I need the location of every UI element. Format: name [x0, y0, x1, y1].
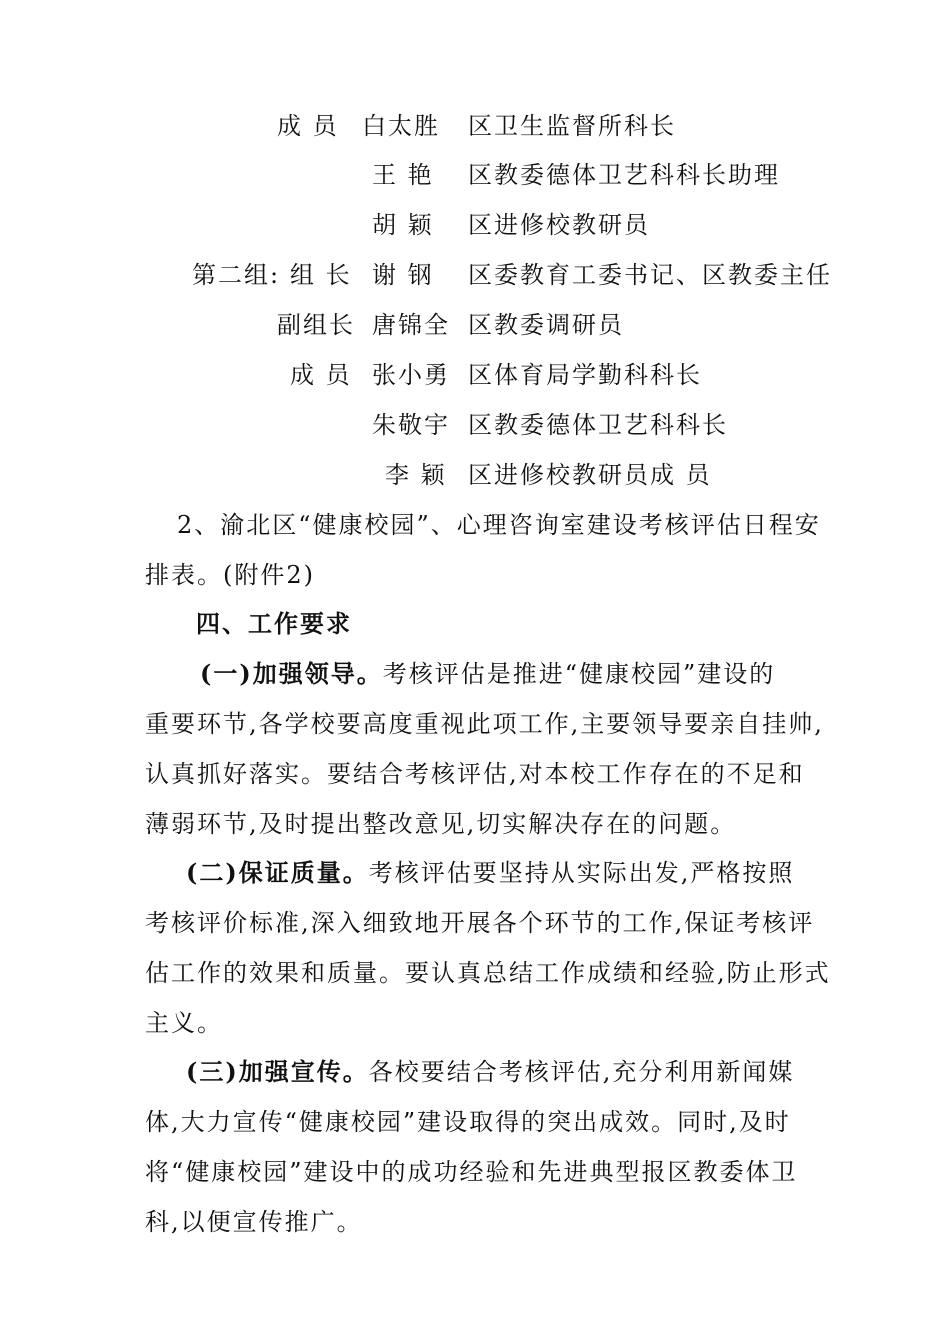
roster-role: 成 员 [277, 112, 339, 140]
roster-title: 区进修校教研员 [468, 211, 650, 239]
paragraph-line: 科,以便宣传推广。 [145, 1208, 363, 1236]
paragraph-line: 考核评价标准,深入细致地开展各个环节的工作,保证考核评 [145, 909, 815, 937]
roster-title: 区教委德体卫艺科科长助理 [468, 161, 780, 189]
paragraph-line: 估工作的效果和质量。要认真总结工作成绩和经验,防止形式 [145, 959, 831, 987]
roster-title: 区卫生监督所科长 [468, 112, 676, 140]
roster-title: 区教委德体卫艺科科长 [468, 411, 728, 439]
paragraph-lead: (一)加强领导。 [200, 659, 383, 688]
roster-role: 副组长 [277, 311, 355, 339]
paragraph-line: 将“健康校园”建设中的成功经验和先进典型报区教委体卫 [145, 1158, 798, 1186]
item2-line: 2、渝北区“健康校园”、心理咨询室建设考核评估日程安 [177, 511, 821, 539]
roster-title: 区教委调研员 [468, 311, 624, 339]
paragraph-line: 体,大力宣传“健康校园”建设取得的突出成效。同时,及时 [145, 1108, 791, 1136]
roster-name: 张小勇 [372, 361, 450, 389]
roster-name: 唐锦全 [372, 311, 450, 339]
paragraph-line: 主义。 [145, 1009, 223, 1037]
roster-name: 胡 颖 [372, 211, 434, 239]
paragraph-line [200, 659, 775, 689]
paragraph-line: 薄弱环节,及时提出整改意见,切实解决存在的问题。 [145, 810, 737, 838]
paragraph-line: 认真抓好落实。要结合考核评估,对本校工作存在的不足和 [145, 760, 805, 788]
item2-line: 排表。(附件2) [145, 561, 315, 589]
roster-title: 区委教育工委书记、区教委主任 [468, 261, 832, 289]
roster-name: 白太胜 [362, 112, 440, 140]
paragraph-lead: (三)加强宣传。 [186, 1057, 369, 1086]
paragraph-lead: (二)保证质量。 [186, 858, 369, 887]
roster-role: 成 员 [290, 361, 352, 389]
paragraph-line [186, 858, 794, 888]
roster-group: 第二组: [192, 261, 281, 289]
roster-name: 王 艳 [372, 161, 434, 189]
paragraph-text: 各校要结合考核评估,充分利用新闻媒 [368, 1058, 795, 1086]
section-heading: 四、工作要求 [196, 609, 352, 638]
roster-role: 组 长 [290, 261, 352, 289]
roster-title: 区进修校教研员成 员 [468, 461, 712, 489]
paragraph-text: 考核评估要坚持从实际出发,严格按照 [368, 859, 795, 887]
paragraph-line: 重要环节,各学校要高度重视此项工作,主要领导要亲自挂帅, [145, 710, 824, 738]
roster-title: 区体育局学勤科科长 [468, 361, 702, 389]
paragraph-text: 考核评估是推进“健康校园”建设的 [382, 660, 776, 688]
roster-name: 李 颖 [385, 461, 447, 489]
paragraph-line [186, 1057, 794, 1087]
roster-name: 朱敬宇 [372, 411, 450, 439]
roster-name: 谢 钢 [372, 261, 434, 289]
